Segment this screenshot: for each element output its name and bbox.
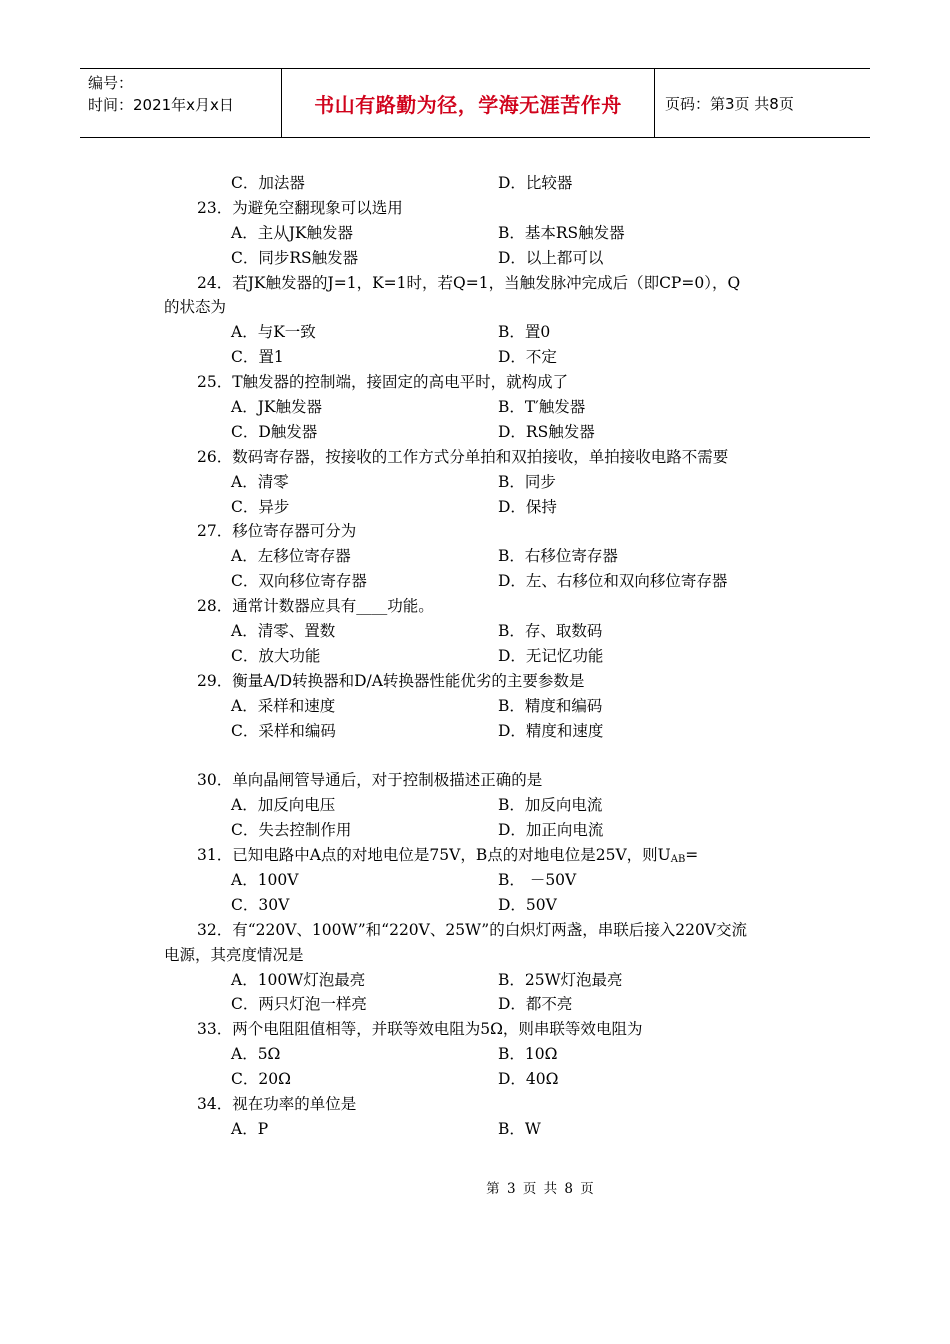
option-row [0,171,950,196]
option-c: C．20Ω [231,1070,291,1089]
option-row [0,345,950,370]
question-31 [0,843,950,868]
option-b: B．W [498,1119,541,1138]
option-row [0,992,950,1017]
option-d: D．不定 [498,348,557,367]
question-26: 26．数码寄存器，按接收的工作方式分单拍和双拍接收，单拍接收电路不需要 [197,447,729,466]
option-b: B．T′触发器 [498,398,586,417]
option-row [0,420,950,445]
option-a: A．100W灯泡最亮 [231,970,366,989]
option-c: C．异步 [231,497,290,516]
option-row [0,470,950,495]
question-27: 27．移位寄存器可分为 [197,522,357,541]
option-row [0,1067,950,1092]
header-page-info: 页码：第3页 共8页 [665,94,794,113]
option-row [0,569,950,594]
option-d: D．加正向电流 [498,821,604,840]
option-a: A．P [231,1119,269,1138]
header-meta [80,69,282,137]
option-d: D．比较器 [498,174,573,192]
option-d: D．都不亮 [498,995,573,1014]
option-row [0,893,950,918]
option-b: B．10Ω [498,1045,558,1064]
option-c: C．加法器 [231,174,305,192]
option-d: D．RS触发器 [498,422,595,441]
option-a: A．清零 [231,472,289,491]
question-23: 23．为避免空翻现象可以选用 [197,198,403,217]
option-d: D．保持 [498,497,557,516]
question-25: 25．T触发器的控制端，接固定的高电平时，就构成了 [197,373,569,392]
option-c: C．D触发器 [231,422,318,441]
option-a: A．5Ω [231,1045,281,1064]
question-31-tail: = [685,846,699,865]
blank-line [0,743,950,768]
option-b: B．加反向电流 [498,796,603,815]
option-b: B． －50V [498,870,577,889]
option-c: C．置1 [231,348,284,367]
option-row [0,868,950,893]
option-d: D．精度和速度 [498,721,604,740]
question-list [0,171,950,1142]
option-b: B．存、取数码 [498,622,603,641]
option-a: A．采样和速度 [231,696,336,715]
question-24: 24．若JK触发器的J=1，K=1时，若Q=1，当触发脉冲完成后（即CP=0），Q [197,273,741,292]
question-28: 28．通常计数器应具有____功能。 [197,597,434,616]
option-row [0,818,950,843]
option-a: A．JK触发器 [231,398,322,417]
option-c: C．30V [231,895,290,914]
option-row [0,1117,950,1142]
option-b: B．右移位寄存器 [498,547,618,566]
option-row [0,644,950,669]
option-b: B．精度和编码 [498,696,603,715]
option-b: B．基本RS触发器 [498,223,625,242]
option-row [0,246,950,271]
page-footer: 第 3 页 共 8 页 [486,1181,594,1197]
option-d: D．以上都可以 [498,248,604,267]
option-a: A．加反向电压 [231,796,336,815]
option-row [0,1042,950,1067]
option-b: B．25W灯泡最亮 [498,970,623,989]
question-32: 32．有“220V、100W”和“220V、25W”的白炽灯两盏，串联后接入220V交流 [197,920,748,939]
option-c: C．双向移位寄存器 [231,572,367,591]
question-31-text: 31．已知电路中A点的对地电位是75V，B点的对地电位是25V，则U [197,846,671,865]
question-34: 34．视在功率的单位是 [197,1094,357,1113]
option-d: D．左、右移位和双向移位寄存器 [498,572,728,591]
option-c: C．采样和编码 [231,721,336,740]
question-33: 33．两个电阻阻值相等，并联等效电阻为5Ω，则串联等效电阻为 [197,1020,643,1039]
option-b: B．置0 [498,323,551,342]
option-c: C．同步RS触发器 [231,248,359,267]
option-row [0,968,950,993]
option-a: A．清零、置数 [231,622,336,641]
option-d: D．40Ω [498,1070,559,1089]
option-a: A．左移位寄存器 [231,547,351,566]
option-b: B．同步 [498,472,556,491]
header-motto: 书山有路勤为径，学海无涯苦作舟 [282,69,655,137]
option-row [0,694,950,719]
option-row [0,619,950,644]
option-a: A．100V [231,870,299,889]
option-row [0,793,950,818]
option-row [0,719,950,744]
option-d: D．50V [498,895,557,914]
question-30: 30．单向晶闸管导通后，对于控制极描述正确的是 [197,771,543,790]
option-row [0,395,950,420]
option-c: C．放大功能 [231,646,321,665]
document-time-label: 时间：2021年x月x日 [88,96,234,114]
option-row [0,544,950,569]
page-header [80,68,870,138]
option-row [0,495,950,520]
option-a: A．主从JK触发器 [231,223,353,242]
question-24-continued: 的状态为 [164,298,227,317]
document-number-label: 编号： [88,74,134,92]
option-c: C．失去控制作用 [231,821,352,840]
option-row [0,320,950,345]
option-c: C．两只灯泡一样亮 [231,995,367,1014]
subscript-ab: AB [670,854,686,866]
option-d: D．无记忆功能 [498,646,604,665]
question-32-continued: 电源，其亮度情况是 [164,945,304,964]
option-row [0,221,950,246]
option-a: A．与K一致 [231,323,316,342]
question-29: 29．衡量A/D转换器和D/A转换器性能优劣的主要参数是 [197,671,585,690]
